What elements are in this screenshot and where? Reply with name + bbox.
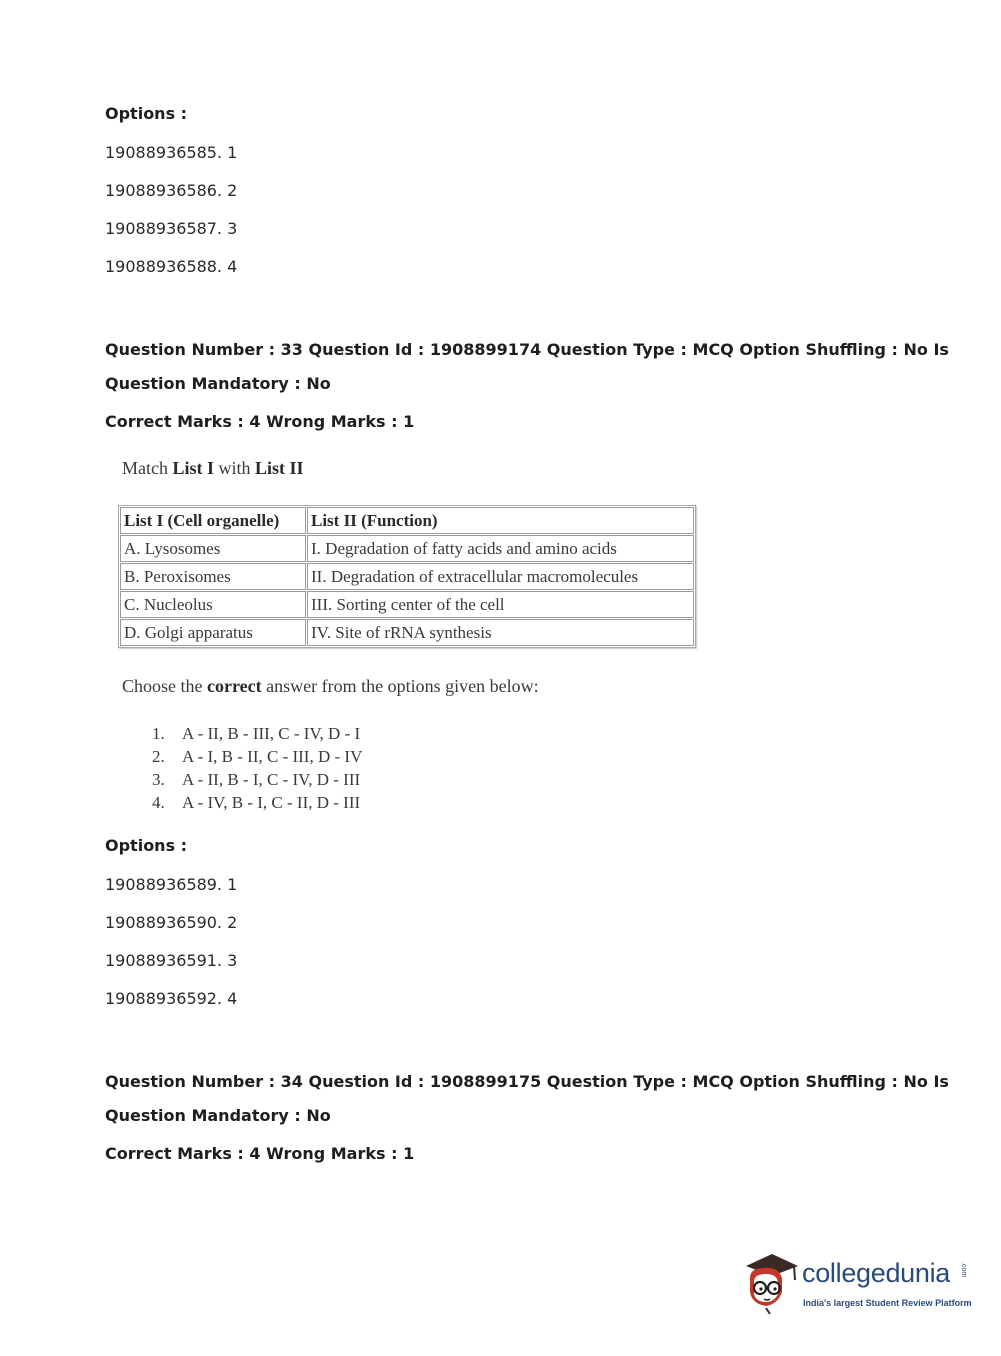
question-34-mandatory: Question Mandatory : No [105, 1106, 331, 1125]
option-item: 19088936587. 3 [105, 219, 238, 238]
answer-choice: 4. A - IV, B - I, C - II, D - III [152, 793, 361, 812]
table-cell: A. Lysosomes [120, 535, 306, 562]
brand-tagline: India's largest Student Review Platform [803, 1298, 972, 1308]
match-instruction: Match List I with List II [122, 458, 304, 478]
question-33-header: Question Number : 33 Question Id : 1908899174 Question Type : MCQ Option Shuffling : No Is [105, 340, 949, 359]
table-cell: D. Golgi apparatus [120, 619, 306, 646]
answer-choice: 3. A - II, B - I, C - IV, D - III [152, 770, 361, 789]
question-33-mandatory: Question Mandatory : No [105, 374, 331, 393]
table-cell: I. Degradation of fatty acids and amino acids [307, 535, 694, 562]
choose-instruction: Choose the correct answer from the options given below: [122, 676, 539, 696]
answer-choices [152, 722, 362, 814]
options-label: Options : [105, 836, 188, 855]
question-34-marks: Correct Marks : 4 Wrong Marks : 1 [105, 1144, 415, 1163]
table-cell: II. Degradation of extracellular macromolecules [307, 563, 694, 590]
table-cell: C. Nucleolus [120, 591, 306, 618]
table-cell: IV. Site of rRNA synthesis [307, 619, 694, 646]
table-header-cell: List II (Function) [307, 507, 694, 534]
answer-choice: 1. A - II, B - III, C - IV, D - I [152, 724, 361, 743]
question-33-marks: Correct Marks : 4 Wrong Marks : 1 [105, 412, 415, 431]
option-item: 19088936588. 4 [105, 257, 238, 276]
option-item: 19088936586. 2 [105, 181, 238, 200]
mascot-icon [742, 1248, 800, 1314]
collegedunia-logo [742, 1248, 972, 1320]
table-header-cell: List I (Cell organelle) [120, 507, 306, 534]
option-item: 19088936590. 2 [105, 913, 238, 932]
table-row [120, 535, 694, 562]
table-row [120, 619, 694, 646]
table-cell: B. Peroxisomes [120, 563, 306, 590]
option-item: 19088936591. 3 [105, 951, 238, 970]
brand-name: collegedunia [802, 1258, 951, 1288]
question-34-header: Question Number : 34 Question Id : 1908899175 Question Type : MCQ Option Shuffling : No Is [105, 1072, 949, 1091]
answer-choice: 2. A - I, B - II, C - III, D - IV [152, 747, 363, 766]
table-cell: III. Sorting center of the cell [307, 591, 694, 618]
option-item: 19088936592. 4 [105, 989, 238, 1008]
options-label: Options : [105, 104, 188, 123]
table-header-row [120, 507, 694, 534]
table-row [120, 591, 694, 618]
table-row [120, 563, 694, 590]
brand-dotcom: .com [960, 1262, 967, 1278]
option-item: 19088936589. 1 [105, 875, 238, 894]
match-table [118, 505, 696, 648]
option-item: 19088936585. 1 [105, 143, 238, 162]
